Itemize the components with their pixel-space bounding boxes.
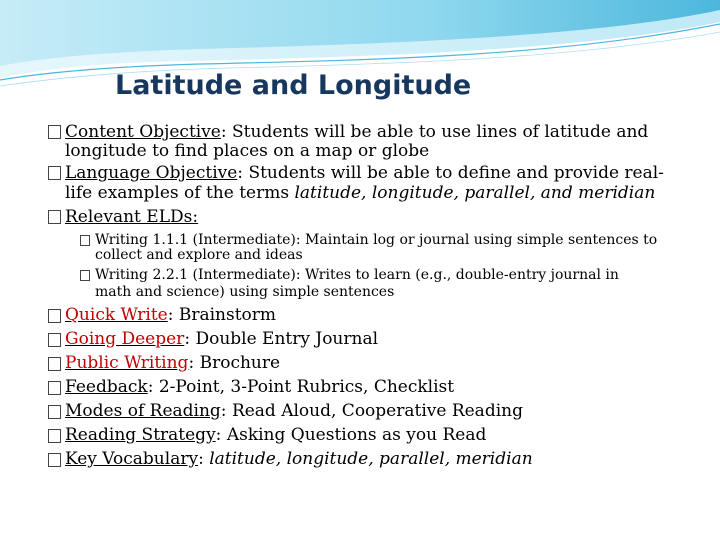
bullet-language-objective: Language Objective: Students will be able to define and provide real- [65, 163, 664, 183]
bullet-term: Content Objective [65, 122, 221, 142]
bullet-term: Relevant ELDs: [65, 207, 199, 227]
item-term: Public Writing [65, 353, 189, 373]
item-going-deeper: Going Deeper: Double Entry Journal [65, 329, 379, 349]
eld-item-continuation: collect and explore and ideas [95, 247, 303, 263]
bullet-box-icon [48, 166, 61, 180]
bullet-box-icon [48, 405, 61, 419]
bullet-continuation: longitude to find places on a map or globe [65, 141, 430, 161]
bullet-box-icon [48, 210, 61, 224]
eld-item: Writing 1.1.1 (Intermediate): Maintain log or journal using simple sentences to [95, 232, 658, 248]
bullet-term: Language Objective [65, 163, 238, 183]
bullet-box-icon [48, 309, 61, 323]
bullet-box-icon [48, 333, 61, 347]
bullet-text: Students will be able to use lines of latitude and [232, 122, 649, 142]
sub-bullet-box-icon [80, 270, 90, 281]
item-modes-of-reading: Modes of Reading: Read Aloud, Cooperative Reading [65, 401, 523, 421]
bullet-relevant-elds [65, 208, 198, 227]
bullet-content-objective: Content Objective: Students will be able to use lines of latitude and [65, 122, 649, 142]
sub-bullet-box-icon [80, 235, 90, 246]
bullet-box-icon [48, 125, 61, 139]
bullet-text: Students will be able to define and provide real- [248, 163, 664, 183]
item-public-writing: Public Writing: Brochure [65, 353, 281, 373]
eld-item: Writing 2.2.1 (Intermediate): Writes to learn (e.g., double-entry journal in [95, 267, 619, 283]
item-reading-strategy: Reading Strategy: Asking Questions as you Read [65, 425, 487, 445]
bullet-box-icon [48, 429, 61, 443]
item-term: Going Deeper [65, 329, 185, 349]
item-term: Quick Write [65, 305, 168, 325]
item-term: Key Vocabulary [65, 449, 199, 469]
item-feedback: Feedback: 2-Point, 3-Point Rubrics, Checklist [65, 377, 455, 397]
item-key-vocabulary: Key Vocabulary: latitude, longitude, parallel, meridian [65, 449, 533, 469]
item-quick-write: Quick Write: Brainstorm [65, 305, 277, 325]
terms-italic: latitude, longitude, parallel, and meridian [294, 183, 656, 203]
bullet-box-icon [48, 357, 61, 371]
bullet-box-icon [48, 453, 61, 467]
item-term: Modes of Reading [65, 401, 221, 421]
bullet-box-icon [48, 381, 61, 395]
eld-item-continuation: math and science) using simple sentences [95, 284, 395, 300]
bullet-continuation: life examples of the terms latitude, longitude, parallel, and meridian [65, 183, 656, 203]
slide-title: Latitude and Longitude [115, 70, 472, 101]
item-term: Reading Strategy [65, 425, 216, 445]
item-term: Feedback [65, 377, 148, 397]
